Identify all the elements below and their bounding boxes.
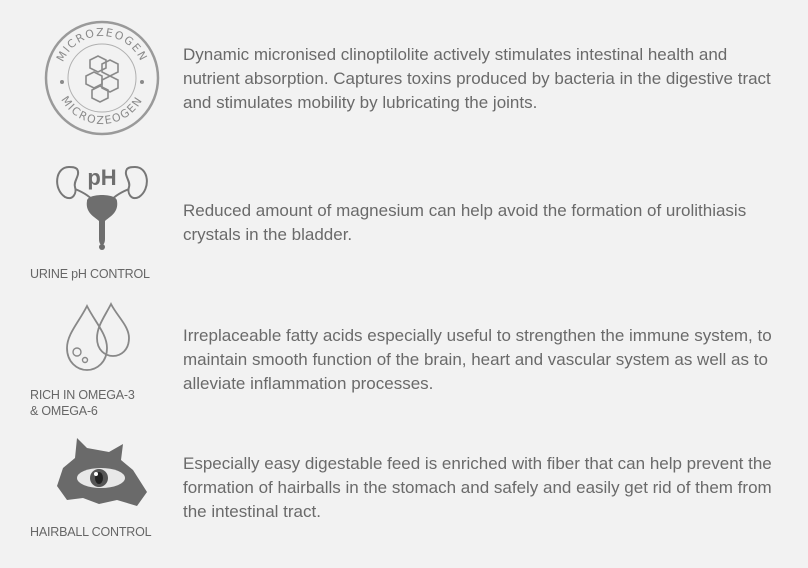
svg-text:MICROZEOGEN: MICROZEOGEN	[58, 93, 146, 128]
feature-label: URINE pH CONTROL	[30, 267, 150, 281]
feature-label: HAIRBALL CONTROL	[30, 525, 152, 539]
feature-description: Dynamic micronised clinoptilolite actively stimulates intestinal health and nutrient absorption. Captures toxins produced by bacteria in the digestive tract and stimulates mobility by lubricating the joints.	[183, 45, 771, 112]
oil-drops-icon	[30, 300, 174, 376]
svg-text:MICROZEOGEN: MICROZEOGEN	[53, 25, 151, 64]
kidney-bladder-ph-icon	[30, 155, 174, 255]
microzeogen-seal-icon	[30, 16, 174, 140]
feature-label	[30, 387, 174, 419]
feature-description: Irreplaceable fatty acids especially useful to strengthen the immune system, to maintain smooth function of the brain, heart and vascular system as well as to alleviate inflammation processes.	[183, 326, 772, 393]
feature-label-line: & OMEGA-6	[30, 404, 98, 418]
feature-label-line: RICH IN OMEGA-3	[30, 388, 135, 402]
feature-description: Especially easy digestable feed is enriched with fiber that can help prevent the formation of hairballs in the stomach and safely and easily get rid of them from the intestinal tract.	[183, 454, 772, 521]
cat-eye-hairball-icon	[30, 434, 174, 520]
feature-description: Reduced amount of magnesium can help avoid the formation of urolithiasis crystals in the bladder.	[183, 201, 747, 244]
svg-text:pH: pH	[87, 165, 117, 190]
